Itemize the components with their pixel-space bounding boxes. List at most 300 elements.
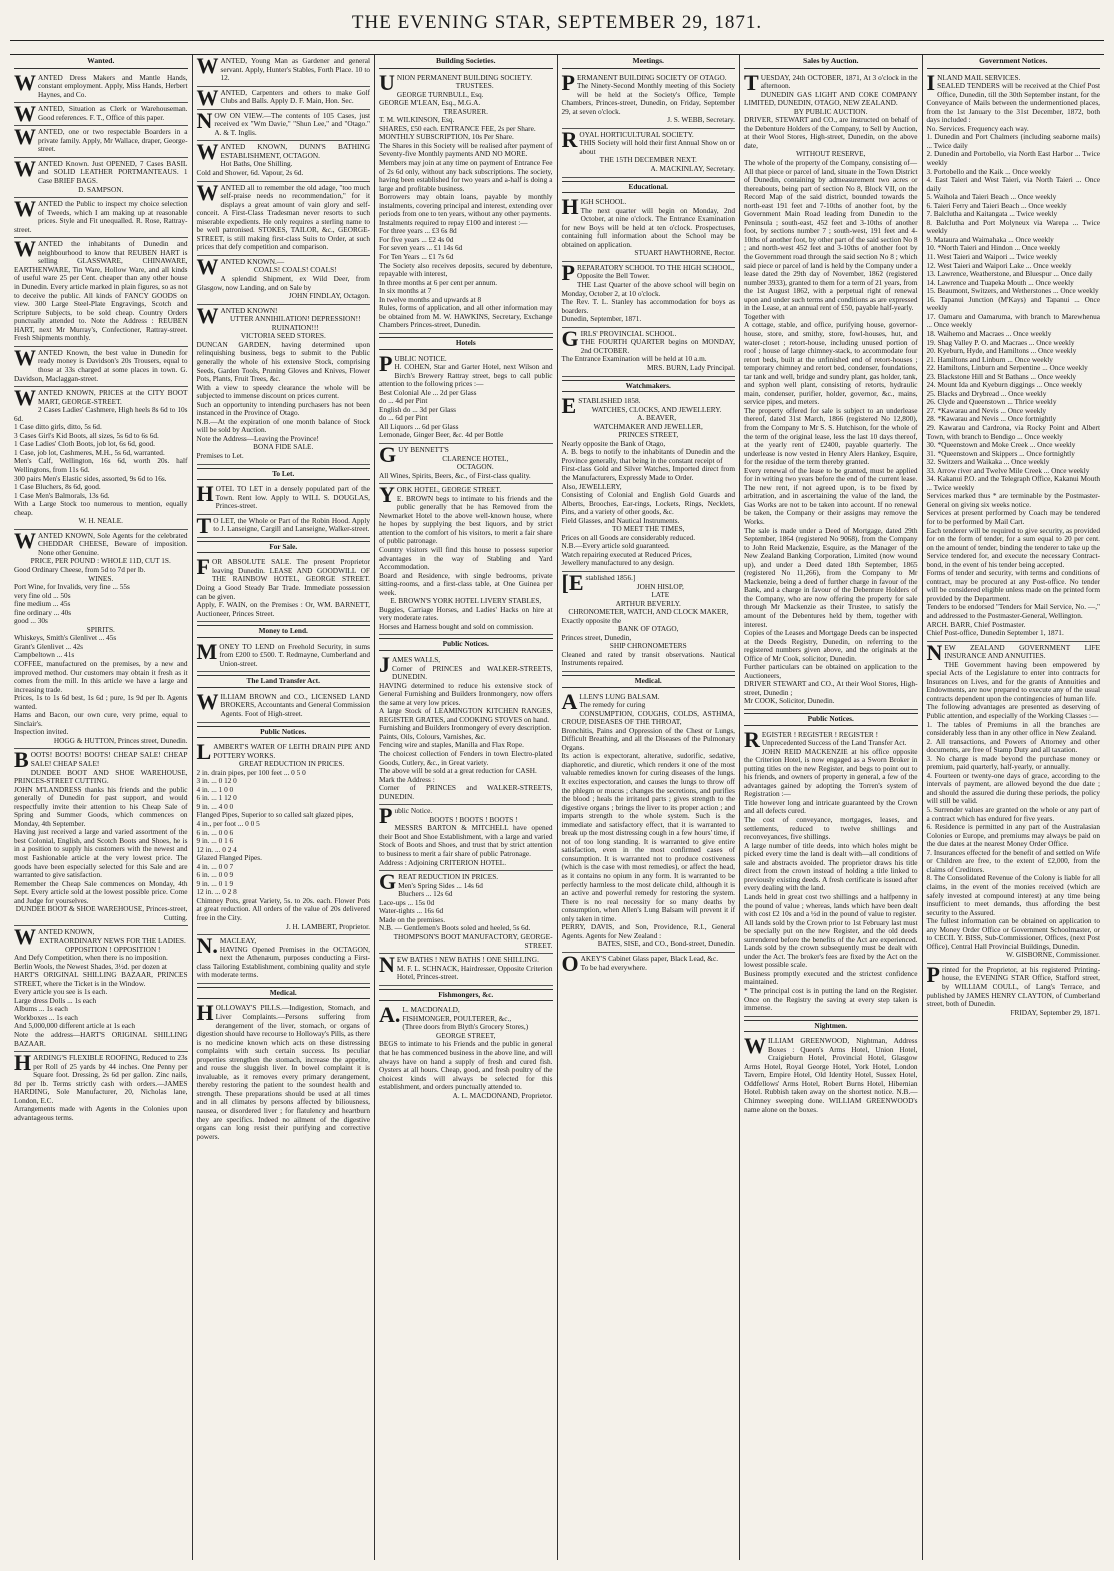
advertisement-line: Furnishing and Builders Ironmongery of every description. — [379, 723, 552, 733]
advertisement-line: Arrangements made with Agents in the Colonies upon advantageous terms. — [14, 1104, 188, 1122]
advertisement-line: SPIRITS. — [86, 624, 115, 634]
advertisement-line: MONTHLY SUBSCRIPTION, 10s Per Share. — [379, 132, 514, 142]
advertisement — [744, 69, 918, 710]
advertisement-line: N.B.—At the expiration of one month balance of Stock will be sold by Auction. — [196, 416, 370, 435]
advertisement-line: Forms of tender and security, with terms and conditions of contract, may be procured at any Post-office. No tender will be considered eligible unless made on the printed form provided by the Department. — [926, 568, 1100, 603]
advertisement — [197, 741, 371, 935]
advertisement-line: Port Wine, for Invalids, very fine ... 55s — [14, 582, 130, 592]
advertisement — [379, 871, 553, 954]
advertisement-line: 3. Portobello and the Kaik ... Once weekly — [926, 166, 1051, 176]
advertisement-line: A. BEAVER, — [637, 413, 677, 423]
advertisement-line: Nearly opposite the Bank of Otago, — [561, 438, 666, 448]
advertisement-line: JOHN REID MACKENZIE at his office opposite the Criterion Hotel, is now engaged as a Sworn Broker in putting titles on the new Register, and begs to point out to his friends, and owners of property in general, a few of the advantages gained by adopting the Torren's system of Registration :— — [744, 746, 918, 799]
advertisement-line: fine ordinary ... 40s — [14, 607, 72, 617]
advertisement-lead: WANTED the Public to inspect my choice selection of Tweeds, which I am making up at reasonable prices. Style and Fit unequalled. R. Rose, Rattray-street. — [14, 196, 188, 234]
advertisement-lead: WANTED KNOWN.— — [196, 253, 285, 279]
advertisement — [379, 954, 553, 986]
advertisement-line: BY PUBLIC AUCTION. — [793, 106, 868, 116]
advertisement-line: DRIVER, STEWART and CO., are instructed on behalf of the Debenture Holders of the Company, to Sell by Auction, at their Wool Stores, High-street, Dunedin, on the above date, — [744, 115, 918, 150]
advertisement — [14, 126, 188, 158]
advertisement-line: Such an opportunity to intending purchasers has not been instanced in the Province of Otago. — [196, 399, 370, 418]
section-heading: Medical. — [197, 987, 371, 1000]
advertisement-line: 4 in. ... 0 0 7 — [196, 861, 234, 871]
advertisement-line: 1. Dunedin and Port Chalmers (including seaborne mails) ... Twice daily — [926, 132, 1100, 150]
advertisement-line: Every renewal of the lease to be granted, must be applied for in writing two years before the end of the current lease. The new rent, if not agreed upon, is to be fixed by arbitration, and in ascertaining the value of the land, the Gas Works are not to be taken into account. If no renewal be taken, the Company or their assigns may remove the Works. — [744, 465, 918, 526]
advertisement — [379, 484, 553, 635]
section-heading: The Land Transfer Act. — [197, 675, 371, 688]
advertisement-line: In three months at 6 per cent per annum. — [379, 277, 498, 287]
advertisement-lead: GREAT REDUCTION IN PRICES. — [379, 869, 499, 895]
advertisement-line: All lands sold by the Crown prior to 1st February last must be specially put on the new Register, and the old deeds surrendered before the benefits of the Act are experienced. Lands sold by the crown subsequently must be dealt with under the Act. The broker's fees are fixed by the Act on the lowest possible scale. — [744, 917, 918, 970]
advertisement-line: In six months at 7 — [379, 286, 432, 296]
advertisement — [196, 688, 371, 723]
advertisement-lead: PREPARATORY SCHOOL TO THE HIGH SCHOOL, — [561, 259, 735, 285]
advertisement-line: 5. Waihola and Taieri Beach ... Once weekly — [926, 192, 1057, 202]
advertisement-lead: WANTED, Carpenters and others to make Golf Clubs and Balls. Apply D. F. Main, Hon. Sec. — [196, 84, 370, 110]
advertisement-lead: WANTED, Situation as Clerk or Warehouseman. Good references. F. T., Office of this paper. — [14, 101, 188, 127]
advertisement-line: H. COHEN, Star and Garter Hotel, next Wilson and Birch's Brewery Rattray street, begs to call public attention to the following prices :— — [379, 362, 553, 389]
advertisement-line: OPPOSITION ! OPPOSITION ! — [65, 944, 161, 954]
advertisement-line: T. M. WILKINSON, Esq. — [379, 115, 455, 125]
advertisement-line: Watch repairing executed at Reduced Prices, — [561, 549, 692, 559]
section-heading: Hotels — [379, 337, 553, 350]
advertisement-line: 7. Insurances effected for the benefit of and settled on Wife or Children are free, to the extent of £2,000, from the claims of Creditors. — [926, 847, 1100, 874]
advertisement-line: PERRY, DAVIS, and Son, Providence, R.I., General Agents. Agents for New Zealand : — [561, 922, 735, 940]
advertisement-line: WATCHMAKER AND JEWELLER, — [593, 421, 703, 431]
advertisement-line: 2 in. drain pipes, per 100 feet ... 0 5 0 — [196, 767, 306, 777]
advertisement-line: COALS! COALS! COALS! — [253, 265, 337, 275]
advertisement-line: E. BROWN begs to intimate to his friends and the public generally that he has Removed from the Newmarket Hotel to the above well-known house, where he hopes by supplying the best liquors, and by strict attention to the comfort of his visitors, to merit a fair share of public patronage. — [379, 493, 553, 546]
advertisement-line: 12 in. ... 0 2 8 — [196, 887, 237, 897]
advertisement-lead: WANTED Dress Makers and Mantle Hands, constant employment. Apply, Miss Hands, Herbert Haynes, and Co. — [14, 69, 188, 99]
advertisement-line: LATE — [651, 590, 670, 600]
advertisement-line: The Entrance Examination will be held at 10 a.m. — [561, 354, 707, 364]
advertisement-line: Flanged Pipes, Superior to so called salt glazed pipes, — [196, 810, 354, 820]
advertisement-lead: PERMANENT BUILDING SOCIETY OF OTAGO. — [561, 69, 727, 95]
advertisement-line: 31. *Queenstown and Skippers ... Once fortnightly — [926, 448, 1075, 458]
advertisement — [14, 387, 188, 530]
advertisement-line: COFFEE, manufactured on the premises, by a new and improved method. Our customers may obtain it fresh as it comes from the mill. In this article we have a large and increasing trade. — [14, 659, 188, 694]
advertisement-line: And 5,000,000 different article at 1s each — [14, 1021, 136, 1031]
advertisement — [14, 198, 188, 238]
column-heading: Building Societies. — [379, 55, 553, 69]
advertisement-line: Horses and Harness bought and sold on commission. — [379, 621, 534, 631]
advertisement-lead: WANTED KNOWN, DUNN'S BATHING ESTABLISHMENT, OCTAGON. — [196, 139, 370, 165]
advertisement-line: 22. Hamiltons, Linburn and Serpentine ... Once weekly — [926, 363, 1088, 373]
section-heading: Public Notices. — [744, 713, 918, 726]
section-heading: For Sale. — [197, 541, 371, 554]
advertisement-line: GEORGE TURNBULL, Esq. — [396, 89, 484, 99]
advertisement-line: FISHMONGER, POULTERER, &c., — [402, 1013, 512, 1023]
advertisement-line: THE 15TH DECEMBER NEXT. — [599, 155, 697, 165]
advertisement-lead: YORK HOTEL, GEORGE STREET. — [379, 482, 502, 508]
advertisement-signature: BATES, SISE, and CO., Bond-street, Dunedin. — [597, 939, 735, 949]
advertisement-line: The Shares in this Society will be realised after payment of Seventy-five Monthly payments AND NO MORE. — [379, 140, 553, 159]
advertisement-line: 16. Tapanui Junction (M'Kays) and Tapanui ... Once weekly — [926, 294, 1100, 313]
advertisement-line: Men's Calf, Wellington, 16s 6d, worth 20s. half Wellingtons, from 11s 6d. — [14, 456, 188, 474]
advertisement-line: THE Last Quarter of the above school will begin on Monday, October 2, at 10 o'clock. — [561, 280, 735, 298]
advertisement — [379, 805, 553, 871]
advertisement — [196, 179, 371, 256]
advertisement-line: SHIP CHRONOMETERS — [609, 641, 687, 651]
advertisement-line: E. BROWN'S YORK HOTEL LIVERY STABLES, — [390, 596, 542, 606]
advertisement-lead: MONEY TO LEND on Freehold Security, in sums from £200 to £500. T. Redmayne, Cumberland and Union-street. — [196, 638, 370, 668]
advertisement-line: Note the address—HART'S ORIGINAL SHILLING BAZAAR. — [14, 1029, 188, 1048]
advertisement-line: Hot Baths, One Shilling. — [220, 159, 293, 169]
advertisement-line: For Ten Years ... £1 7s 6d — [379, 252, 454, 262]
section-heading: Public Notices. — [197, 726, 371, 739]
advertisement — [14, 749, 188, 926]
advertisement — [744, 726, 918, 1017]
advertisement-line: Cleaned and rated by transit observations. Nautical Instruments repaired. — [561, 649, 735, 668]
advertisement-lead: LAMBERT'S WATER OF LEITH DRAIN PIPE AND POTTERY WORKS. — [196, 739, 370, 765]
advertisement — [196, 253, 371, 305]
advertisement-line: PRICE, PER POUND : WHOLE 11D, CUT 1S. — [30, 556, 171, 566]
advertisement-line: THE FOURTH QUARTER begins on MONDAY, 2nd OCTOBER. — [580, 337, 735, 355]
advertisement-line: Address : Adjoining CRITERION HOTEL. — [379, 857, 507, 867]
advertisement-lead: ALLEN'S LUNG BALSAM. — [561, 688, 660, 714]
advertisement-signature: FRIDAY, September 29, 1871. — [1010, 1007, 1100, 1017]
advertisement-line: Apply, F. WAIN, on the Premises : Or, WM. BARNETT, Auctioneer, Princes Street. — [196, 600, 370, 618]
advertisement-lead: HARDING'S FLEXIBLE ROOFING, Reduced to 23s per Roll of 25 yards by 44 inches. One Penny per Square foot. Dressing, 2s 6d per gallon. Zinc nails, 8d per lb. Terms strictly cash with orders.—JAMES HARDING, Sole Manufacturer, 20, Nicholas lane, London, E.C. — [14, 1050, 188, 1105]
advertisement-line: ARTHUR BEVERLY. — [615, 598, 681, 608]
advertisement-line: CHRONOMETER, WATCH, AND CLOCK MAKER, — [568, 607, 729, 617]
advertisement-line: very fine old ... 50s — [14, 590, 71, 600]
advertisement-lead: HIGH SCHOOL. — [561, 194, 627, 220]
column-heading: Government Notices. — [927, 55, 1101, 69]
advertisement-line: BONA FIDE SALE. — [253, 442, 314, 452]
advertisement-line: 33. Arrow river and Twelve Mile Creek ... Once weekly — [926, 465, 1090, 475]
advertisement-line: To be had everywhere. — [580, 962, 647, 972]
column-heading: Wanted. — [14, 55, 188, 69]
advertisement-line: 25. Blacks and Drybread ... Once weekly — [926, 388, 1047, 398]
advertisement-line: WATCHES, CLOCKS, AND JEWELLERY. — [591, 404, 722, 414]
advertisement-line: 4. East Taieri and West Taieri, via North Taieri ... Once daily — [926, 175, 1100, 193]
column-1 — [10, 55, 193, 1560]
masthead: THE EVENING STAR, SEPTEMBER 29, 1871. — [10, 6, 1104, 41]
advertisement-line: The cost of conveyance, mortgages, leases, and settlements, reduced to twelve shillings and reconveyances, five shillings. — [744, 815, 918, 842]
advertisement-line: ARCH. BARR, Chief Postmaster. — [926, 619, 1026, 629]
advertisement-line: Corner of PRINCES and WALKER-STREETS, DUNEDIN. — [392, 663, 553, 682]
advertisement-lead: WILLIAM GREENWOOD, Nightman, Address Boxes : Queen's Arms Hotel, Union Hotel, Craigieburn Hotel, Provincial Hotel, Glasgow Arms Hotel, Royal George Hotel, York Hotel, London Tavern, Empire Hotel, Old Identity Hotel, Sussex Hotel, Oddfellows' Arms Hotel, Robert Burns Hotel, Hibernian Hotel. Rubbish taken away on the shortest notice. N.B.—Chimney sweeping done. WILLIAM GREENWOOD's name alone on the boxes. — [744, 1033, 918, 1114]
advertisement-line: 6. Residence is permitted in any part of the Australasian Colonies or Europe, and premiums may always be paid on the due dates at the nearest Money Order Office. — [926, 822, 1100, 849]
advertisement-line: The property offered for sale is subject to an underlease thereof, dated 31st March, 1866 (registered No 12,800), from the Company to Mr S. S. Hutchison, for the whole of the term of the original lease, less the last 10 days thereof, at the yearly rent of £2400, payable quarterly. The underlease is now vested in Henry Alers Hankey, Esquire, for the residue of the term thereby granted. — [744, 405, 918, 467]
advertisement-lead: NEW ZEALAND GOVERNMENT LIFE INSURANCE AND ANNUITIES. — [926, 639, 1100, 665]
advertisement — [379, 1004, 553, 1103]
advertisement-line: 19. Shag Valley P. O. and Macraes ... Once weekly — [926, 337, 1075, 347]
advertisement-line: Opposite the Bell Tower. — [576, 271, 650, 281]
advertisement-lead: JAMES WALLS, — [379, 652, 441, 677]
advertisement-line: Chief Post-office, Dunedin September 1, 1871. — [926, 628, 1064, 638]
advertisement-line: 4 in. ... 1 0 0 — [196, 784, 234, 794]
advertisement-line: 27. *Kawarau and Nevis ... Once weekly — [926, 405, 1047, 415]
advertisement-line: PRINCES STREET, — [618, 430, 679, 440]
advertisement-line: All Liquors ... 6d per Glass — [379, 421, 459, 431]
advertisement-line: The next quarter will begin on Monday, 2nd October, at nine o'clock. The Entrance Examination for new Boys will be held at ten o'clock. Prospectuses, containing full information about the School may be obtained on application. — [561, 205, 735, 249]
advertisement-line: Made on the premises. — [379, 914, 446, 924]
advertisement-line: The Society also receives deposits, secured by debenture, repayable with interest, — [379, 260, 553, 279]
advertisement-line: And Defy Competition, when there is no imposition. — [14, 953, 168, 963]
advertisement-line: 13. Lawrence, Weatherstone, and Bluespur ... Once daily — [926, 269, 1093, 279]
advertisement-line: Dunedin, September, 1871. — [561, 314, 642, 324]
advertisement — [14, 1052, 188, 1125]
advertisement-signature: A. MACKINLAY, Secretary. — [650, 164, 735, 174]
advertisement-lead: PUBLIC NOTICE. — [379, 350, 447, 376]
advertisement-line: 28. *Kawarau and Nevis ... Once fortnightly — [926, 414, 1057, 424]
advertisement-line: A. B. begs to notify to the inhabitants of Dunedin and the Province generally, that being in the constant receipt of — [561, 447, 735, 465]
advertisement-line: do ... 4d per Pint — [379, 396, 428, 406]
advertisement — [14, 155, 188, 198]
advertisement-lead: HOLLOWAY'S PILLS.—Indigestion, Stomach, and Liver Complaints.—Persons suffering from derangement of the liver, stomach, or organs of digestion should have recourse to Holloway's Pills, as there is no medicine known which acts on these distressing complaints with such certain success. Its peculiar properties strengthen the stomach, increase the appetite, and rouse the sluggish liver. In bowel complaint it is invaluable, as it removes every primary derangement, thereby restoring the patient to the soundest health and strength. These preparations should be used at all times and in all climates by persons affected by biliousness, nausea, or disordered liver ; for flatulency and heartburn they are specifics. Indeed no ailment of the digestive organs can long resist their purifying and corrective powers. — [196, 1000, 370, 1141]
advertisement-line: For seven years ... £1 14s 6d — [379, 243, 463, 253]
advertisement — [744, 1035, 918, 1117]
advertisement-lead: TUESDAY, 24th OCTOBER, 1871, At 3 o'clock in the afternoon. — [744, 69, 918, 95]
advertisement — [14, 926, 188, 1052]
advertisement-line: 15. Beaumont, Switzers, and Wetherstones ... Once weekly — [926, 286, 1099, 296]
advertisement-line: 8. Balclutha and Port Molyneux via Warepa ... Twice weekly — [926, 217, 1100, 236]
advertisement — [14, 527, 188, 750]
advertisement — [561, 325, 736, 377]
advertisement-line: Each tenderer will be required to give security, as provided for on the form of tender, for a sum equal to 20 per cent. on the amount of tender, binding the tenderer to take up the Service tendered for, and execute the necessary Contract-bond, in the event of his tender being accepted. — [926, 525, 1100, 569]
advertisement-lead: WANTED the inhabitants of Dunedin and neighbourhood to know that REUBEN HART is selling GLASSWARE, CHINAWARE, EARTHENWARE, Tin Ware, Hollow Ware, and all kinds of useful ware 25 per Cent. cheaper than any other house in Dunedin. Every article marked in plain figures, so as not to deceive the public. All kinds of FANCY GOODS on view. 300 Large Steel-Plate Engravings, Scotch and Scripture Subjects, to be sold cheap. Country Orders punctually attended to. Note the Address : REUBEN HART, next Mr Murray's, Confectioner, Rattray-street. Fresh Shipments monthly. — [14, 236, 188, 343]
advertisement-line: N.B.—Every article sold guaranteed. — [561, 541, 670, 551]
advertisement-line: Members may join at any time on payment of Entrance Fee of 2s 6d only, without any back subscriptions. The society, having been established for two years and a-half is doing a large and profitable business. — [379, 158, 553, 193]
advertisement-lead: GIRLS' PROVINCIAL SCHOOL. — [561, 325, 677, 351]
advertisement-lead: OAKEY'S Cabinet Glass paper, Black Lead, &c. — [561, 950, 719, 976]
advertisement-line: CLARENCE HOTEL, — [442, 453, 509, 463]
advertisement-line: Paints, Oils, Colours, Varnishes, &c. — [379, 731, 486, 741]
advertisement-line: 4 in., per foot ... 0 0 5 — [196, 819, 260, 829]
advertisement-line: 30. *Queenstown and Moke Creek ... Once weekly — [926, 440, 1076, 450]
advertisement-line: OCTAGON. — [456, 462, 494, 472]
advertisement-signature: J. S. WEBB, Secretary. — [667, 115, 735, 125]
advertisement-line: With a Large Stock too numerous to mention, equally cheap. — [14, 499, 188, 517]
advertisement-line: Consisting of Colonial and English Gold Guards and Alberts, Brooches, Ear-rings, Lockets, Rings, Necklets, Pins, and a variety of other goods, &c. — [561, 490, 735, 517]
column-5 — [740, 55, 923, 1560]
advertisement-line: GREAT REDUCTION IN PRICES. — [238, 759, 345, 769]
advertisement-line: 21. Hamiltons and Linburn ... Once weekly — [926, 354, 1053, 364]
advertisement-lead: N.MACLEAY, — [196, 933, 257, 959]
advertisement-line: * The principal cost is in putting the land on the Register. Once on the Registry the saving at every step taken is immense. — [744, 985, 918, 1013]
advertisement-line: Also, JEWELLERY, — [561, 481, 622, 491]
advertisement-line: 14. Lawrence and Tuapeka Mouth ... Once weekly — [926, 277, 1074, 287]
advertisement-line: GEORGE STREET, — [436, 1030, 496, 1040]
advertisement-lead: INLAND MAIL SERVICES. — [926, 69, 1021, 95]
advertisement-line: Tenders to be endorsed "Tenders for Mail Service, No. —," and addressed to the Postmaster-General, Wellington. — [926, 602, 1100, 620]
advertisement-line: 20. Kyeburn, Hyde, and Hamiltons ... Once weekly — [926, 346, 1077, 356]
advertisement-line: 10. *North Taieri and Hindon ... Once weekly — [926, 243, 1061, 253]
advertisement — [379, 350, 553, 444]
advertisement — [197, 483, 371, 515]
advertisement-line: 6. Taieri Ferry and Taieri Beach ... Once weekly — [926, 200, 1067, 210]
section-heading: Medical. — [562, 675, 736, 688]
advertisement-lead: [Established 1856.] — [561, 569, 636, 595]
advertisement-line: 6 in. ... 1 12 0 — [196, 793, 237, 803]
advertisement-line: HAVING determined to reduce his extensive stock of General Furnishing and Builders Ironmongery, now offers the same at very low prices. — [379, 680, 553, 707]
advertisement — [197, 556, 371, 622]
advertisement-line: 32. Switzers and Waikaka ... Once weekly — [926, 457, 1050, 467]
advertisement-line: Grant's Glenlivet ... 42s — [14, 641, 84, 651]
advertisement — [14, 238, 188, 347]
advertisement-line: (Three doors from Blyth's Grocery Stores,) — [402, 1022, 529, 1032]
advertisement-line: Bluchers ... 12s 6d — [398, 889, 453, 899]
advertisement-line: 9. Mataura and Waimahaka ... Once weekly — [926, 234, 1054, 244]
advertisement — [197, 55, 371, 87]
advertisement-line: English do ... 3d per Glass — [379, 404, 457, 414]
advertisement — [14, 103, 188, 126]
advertisement-line: 6 in. ... 0 0 9 — [196, 870, 234, 880]
advertisement — [196, 638, 371, 673]
advertisement-line: Lace-ups ... 15s 0d — [379, 897, 435, 907]
advertisement-line: For five years ... £2 4s 0d — [379, 234, 454, 244]
advertisement — [14, 344, 188, 387]
advertisement-line: Berlin Wools, the Newest Shades, 3½d. per dozen at — [14, 961, 167, 971]
advertisement-lead: ROYAL HORTICULTURAL SOCIETY. — [561, 126, 694, 152]
advertisement-line: UTTER ANNIHILATION! DEPRESSION!! RUINATION!!! — [229, 314, 361, 332]
advertisement-line: 11. West Taieri and Waipori ... Twice weekly — [926, 252, 1058, 262]
advertisement-line: The fullest information can be obtained on application to any Money Order Office or Government Schoolmaster, or to CECIL Y. BISS, Sub-Commissioner, Offices, (next Post Office), Central Hall Provincial Buildings, Dunedin. — [926, 916, 1100, 951]
advertisement-lead: WANTED, one or two respectable Boarders in a private family. Apply, Mr Wallace, draper, George-street. — [14, 124, 188, 154]
advertisement-line: 26. Clyde and Queenstown ... Thrice weekly — [926, 397, 1057, 407]
advertisement-signature: STUART HAWTHORNE, Rector. — [634, 248, 735, 258]
advertisement — [561, 69, 736, 129]
advertisement-lead: FOR ABSOLUTE SALE. The present Proprietor leaving Dunedin. LEASE AND GOODWILL OF THE RAINBOW HOTEL, GEORGE STREET. Doing a Good Steady Bar Trade. Immediate possession can be given. — [196, 554, 370, 601]
advertisement-line: Prices on all Goods are considerably reduced. — [561, 532, 696, 542]
advertisement-line: Inspection invited. — [14, 727, 69, 737]
advertisement-line: Its action is expectorant, alterative, sudorific, sedative, diaphoretic, and diuretic, which renders it one of the most valuable remedies known for curing diseases of the lungs. It excites expectoration, and causes the lungs to throw off the phlegm or mucus ; changes the secretions, and purifies the blood ; heals the irritated parts ; gives strength to the digestive organs ; brings the liver to its proper action ; and imparts strength to the whole system. Such is the immediate and satisfactory effect, that it is warranted to break up the most distressing cough in a few hours' time, if not of too long standing. It is warranted to give entire satisfaction, even in the most confirmed cases of consumption. It is warranted not to produce costiveness (which is the case with most remedies), or affect the head, as it contains no opium in any form. It is warranted to be perfectly harmless to the most delicate child, although it is an active and powerful remedy for restoring the system. There is no real necessity for so many deaths by consumption, when Allen's Lung Balsam will prevent it if only taken in time. — [561, 751, 735, 923]
column-4 — [558, 55, 741, 1560]
advertisement-line: Unprecedented Success of the Land Transfer Act. — [761, 738, 907, 748]
column-3 — [375, 55, 558, 1560]
advertisement-line: All Wines, Spirits, Beers, &c., of First-class quality. — [379, 470, 531, 480]
advertisement-line: 23. Blackstone Hill and St Bathans ... Once weekly — [926, 371, 1077, 381]
advertisement-line: 1 Case ditto girls, ditto, 5s 6d. — [14, 422, 102, 432]
advertisement-line: Chimney Pots, great Variety, 5s. to 20s. each. Flower Pots at great reduction. All orders of the value of 20s delivered free in the City. — [196, 895, 370, 923]
advertisement-line: Good Ordinary Cheese, from 5d to 7d per lb. — [14, 564, 146, 574]
advertisement-line: WITHOUT RESERVE, — [796, 149, 866, 159]
advertisement-lead: BOOTS! BOOTS! BOOTS! CHEAP SALE! CHEAP SALE! CHEAP SALE! — [14, 747, 188, 773]
advertisement-line: The choicest collection of Fenders in town Electro-plated Goods, Cutlery, &c., in Great variety. — [379, 749, 553, 767]
column-2 — [193, 55, 376, 1560]
advertisement-line: Together with — [744, 311, 785, 321]
section-heading: Public Notices. — [379, 638, 553, 651]
advertisement — [197, 935, 371, 984]
advertisement-line: EXTRAORDINARY NEWS FOR THE LADIES. — [39, 935, 186, 945]
advertisement — [197, 141, 371, 181]
advertisement-line: TO MEET THE TIMES, — [612, 524, 685, 534]
advertisement-line: Workboxes ... 1s each — [14, 1012, 78, 1022]
advertisement-line: BEGS to intimate to his Friends and the public in general that he has commenced business in the above line, and will always have on hand a supply of fresh and cured fish. Oysters at all hours. Cheap, good, and fresh poultry of the choicest kinds will always be selected for this establishment, and orders punctually attended to. — [379, 1039, 553, 1092]
advertisement-line: SEALED TENDERS will be received at the Chief Post Office, Dunedin, till the 30th September instant, for the Conveyance of Mails between the undermentioned places, from the 1st January to the 31st December, 1872, both days included : — [926, 81, 1100, 125]
advertisement-line: MESSRS BARTON & MITCHELL have opened their Boot and Shoe Establishment, with a large and varied Stock of Boots and Shoes, and trust that by strict attention to business to merit a fair share of public Patronage. — [379, 823, 553, 859]
advertisement-line: 1 Case Men's Balmorals, 13s 6d. — [14, 490, 110, 500]
advertisement-line: Albums ... 1s each — [14, 1004, 68, 1014]
advertisement-line: 9 in. ... 0 1 9 — [196, 878, 234, 888]
advertisement-line: A splendid Shipment, ex Wild Deer, from Glasgow, now Landing, and on Sale by — [196, 274, 370, 292]
advertisement-line: BANK OF OTAGO, — [618, 624, 679, 634]
advertisement-line: W. H. NEALE. — [78, 516, 124, 526]
advertisement-line: Lemonade, Ginger Beer, &c. 4d per Bottle — [379, 430, 504, 440]
advertisement-line: Bronchitis, Pains and Oppression of the Chest or Lungs, Difficult Breathing, and all the Diseases of the Pulmonary Organs. — [561, 725, 735, 752]
advertisement-line: 2. All transactions, and Powers of Attorney and other documents, are free of Stamp Duty and all taxation. — [926, 736, 1100, 755]
advertisement-line: GEORGE M'LEAN, Esq., M.G.A. — [379, 98, 481, 108]
advertisement-line: 34. Kakanui P.O. and the Telegraph Office, Kakanui Mouth ... Twice weekly — [926, 474, 1100, 492]
advertisement-lead: WANTED Known, the best value in Dunedin for ready money is Davidson's 20s Trousers, equal to those at 33s charged at some places in town. G. Davidson, Maclaggan-street. — [14, 344, 188, 383]
advertisement — [14, 69, 188, 104]
advertisement-line: Copies of the Leases and Mortgage Deeds can be inspected at the Deeds Registry, Dunedin, on referring to the registered numbers given above, and the originals at the Office of Mr Cook, solicitor, Dunedin. — [744, 628, 918, 663]
advertisement-line: Rules, forms of application, and all other information may be obtained from M. W. HAWKINS, Secretary, Exchange Chambers Princes-street, Dunedin. — [379, 303, 553, 330]
advertisement-line: Having just received a large and varied assortment of the best Colonial, English, and Scotch Boots and Shoes, he is in a position to supply his customers with the newest and most Fashionable article at the very lowest price. The goods have been especially selected for this Sale and are warranted to give satisfaction. — [14, 827, 188, 880]
advertisement-line: 9 in. ... 4 0 0 — [196, 801, 234, 811]
advertisement-line: HART'S ORIGINAL SHILLING BAZAAR, PRINCES STREET, where the Ticket is in the Window. — [14, 970, 188, 988]
advertisement — [196, 302, 371, 465]
advertisement-signature: W. GISBORNE, Commissioner. — [1006, 950, 1100, 960]
advertisement — [926, 961, 1101, 1020]
advertisement-line: Water-tights ... 16s 6d — [379, 906, 444, 916]
advertisement-line: Corner of PRINCES and WALKER-STREETS, DUNEDIN. — [379, 783, 553, 801]
advertisement-line: JOHN M'LANDRESS thanks his friends and the public generally of Dunedin for past support, and would respectfully invite their attention to his Cheap Sale of Spring and Summer Goods, which commences on Monday, 4th September. — [14, 784, 188, 828]
advertisement-line: The following advantages are presented as deserving of Public attention, and especially of the Working Classes :— — [926, 702, 1100, 721]
advertisement-line: Jewellery manufactured to any design. — [561, 558, 674, 568]
advertisement-lead: A.L. MACDONALD, — [379, 1002, 460, 1028]
advertisement-signature: HOGG & HUTTON, Princes street, Dunedin. — [53, 735, 188, 745]
advertisement-line: D. SAMPSON. — [78, 184, 124, 194]
advertisement-signature: A. L. MACDONAND, Proprietor. — [452, 1090, 553, 1100]
advertisement-line: No. Services. Frequency each way. — [926, 123, 1029, 133]
advertisement-line: 17. Oamaru and Oamaruma, with branch to Marewhenua ... Once weekly — [926, 311, 1100, 330]
advertisement-line: Services at present performed by Coach may be tendered for to be performed by Mail Cart. — [926, 508, 1100, 526]
advertisement-line: Note the Address—Leaving the Province! — [196, 433, 319, 443]
advertisement-line: THE Government having been empowered by special Acts of the Legislature to enter into contracts for Insurances on Lives, and for the grants of Annuities and Endowments, are now prepared to execute any of the usual contracts dependent upon the contingencies of human life. — [926, 659, 1100, 703]
advertisement — [379, 654, 553, 805]
advertisement-lead: NOW ON VIEW.—The contents of 105 Cases, just received ex "Wm Davie," "Shun Lee," and "Otago." A. & T. Inglis. — [196, 107, 370, 137]
advertisement-line: The remedy for curing — [579, 700, 646, 710]
advertisement-lead: ESTABLISHED 1858. — [561, 393, 641, 419]
advertisement-line: TRUSTEES. — [455, 81, 494, 91]
column-heading: Sales by Auction. — [744, 55, 918, 69]
advertisement-line: CONSUMPTION, COUGHS, COLDS, ASTHMA, CROUP, DISEASES OF THE THROAT, — [561, 708, 735, 727]
advertisement-line: VICTORIA SEED STORES. — [240, 331, 326, 341]
advertisement-lead: Printed for the Proprietor, at his registered Printing-house, the EVENING STAR Office, Stafford street, by WILLIAM COULL, of Lang's Terrace, and published by JAMES HENRY CLAYTON, of Cumberland street, both of Dunedin. — [926, 961, 1100, 1009]
advertisement-line: Exactly opposite the — [561, 615, 622, 625]
advertisement-line: The above will be sold at a great reduction for CASH. — [379, 766, 537, 776]
advertisement-line: DUNEDIN GAS LIGHT AND COKE COMPANY LIMITED, DUNEDIN, OTAGO, NEW ZEALAND. — [744, 89, 918, 108]
advertisement-signature: JOHN FINDLAY, Octagon. — [288, 291, 370, 301]
advertisement-signature: THOMPSON'S BOOT MANUFACTORY, GEORGE-STREET. — [393, 931, 553, 950]
advertisement-line: Services marked thus * are terminable by the Postmaster-General on giving six weeks notice. — [926, 491, 1100, 509]
advertisement-line: Whiskeys, Smith's Glenlivet ... 45s — [14, 633, 117, 643]
advertisement-line: 29. Kawarau and Cardrona, via Rocky Point and Albert Town, with branch to Bendigo ... Once weekly — [926, 422, 1100, 441]
advertisement-line: HAVING Opened Premises in the OCTAGON, next the Athenæum, purposes conducting a First-class Tailoring Establishment, combining quality and style with moderate terms. — [196, 944, 370, 980]
column-heading: Meetings. — [562, 55, 736, 69]
advertisement-line: Every article you see is 1s each. — [14, 987, 108, 997]
advertisement-lead: WILLIAM BROWN and CO., LICENSED LAND BROKERS, Accountants and General Commission Agents. Foot of High-street. — [196, 688, 370, 718]
advertisement — [561, 569, 736, 672]
section-heading: Money to Lend. — [197, 625, 371, 638]
column-6 — [923, 55, 1105, 1560]
advertisement — [561, 688, 736, 953]
advertisement — [926, 639, 1101, 964]
advertisement-line: THIS Society will hold their first Annual Show on or about — [579, 138, 735, 156]
advertisement-line: Men's Spring Sides ... 14s 6d — [398, 880, 483, 890]
advertisement-line: 24. Mount Ida and Kyeburn diggings ... Once weekly — [926, 380, 1083, 390]
section-heading: Watchmakers. — [562, 380, 736, 393]
advertisement-lead: TO LET, the Whole or Part of the Robin Hood. Apply to J. Lanseigne, Cargill and Lanseigne, Walker-street. — [196, 512, 370, 538]
advertisement-line: The Ninety-Second Monthly meeting of this Society will be held at the Society's Office, Temple Chambers, Princes-street, Dunedin, on Friday, September 29, at seven o'clock. — [561, 81, 735, 116]
advertisement-line: Mark the Address : — [379, 774, 435, 784]
advertisement-line: Princes street, Dunedin, — [561, 632, 632, 642]
advertisement-lead: WANTED KNOWN, Sole Agents for the celebrated CHEDDAR CHEESE, Beware of imposition. None other Genuine. — [14, 527, 188, 557]
